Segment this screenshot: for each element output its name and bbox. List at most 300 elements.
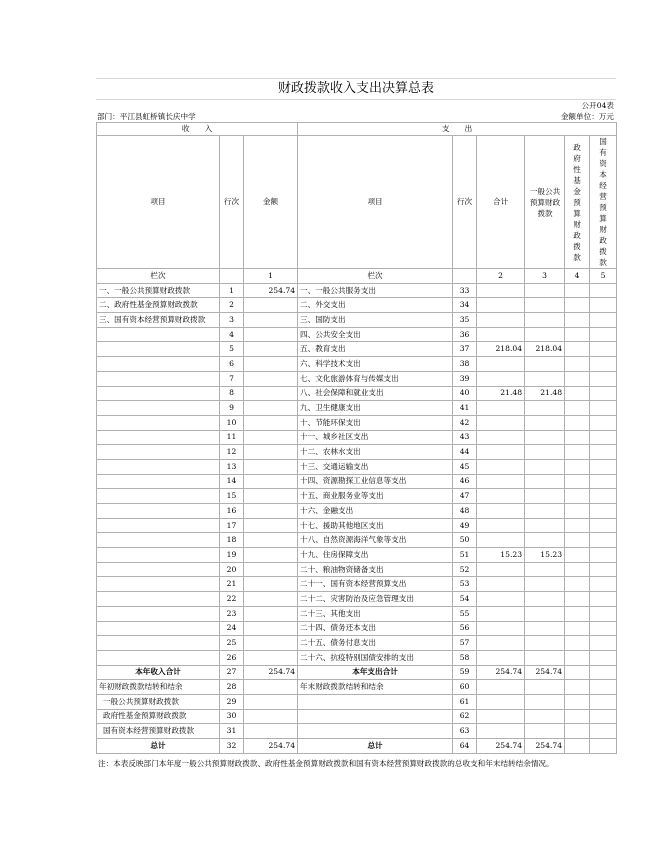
general-amount: 254.74 xyxy=(525,665,565,680)
report-page xyxy=(96,78,616,772)
state-capital-amount xyxy=(590,371,617,386)
gov-fund-amount xyxy=(565,313,590,328)
expense-item: 四、公共安全支出 xyxy=(298,327,453,342)
total-amount: 254.74 xyxy=(477,739,525,754)
expense-line: 61 xyxy=(453,694,477,709)
expense-item: 年末财政拨款结转和结余 xyxy=(298,680,453,695)
income-line: 28 xyxy=(220,680,244,695)
income-line: 24 xyxy=(220,621,244,636)
income-line: 11 xyxy=(220,430,244,445)
expense-item: 十九、住房保障支出 xyxy=(298,548,453,563)
index-label2: 栏次 xyxy=(298,269,453,284)
expense-line: 48 xyxy=(453,504,477,519)
general-amount xyxy=(525,401,565,416)
expense-line: 60 xyxy=(453,680,477,695)
gov-fund-amount xyxy=(565,445,590,460)
expense-item: 九、卫生健康支出 xyxy=(298,401,453,416)
income-amount xyxy=(244,357,298,372)
income-line: 3 xyxy=(220,313,244,328)
income-amount xyxy=(244,504,298,519)
gov-fund-amount xyxy=(565,709,590,724)
gov-fund-amount xyxy=(565,548,590,563)
income-item xyxy=(97,445,220,460)
table-row xyxy=(97,504,617,519)
total-amount xyxy=(477,636,525,651)
expense-line: 44 xyxy=(453,445,477,460)
gov-fund-amount xyxy=(565,739,590,754)
col-line: 行次 xyxy=(220,136,244,269)
income-amount xyxy=(244,313,298,328)
general-amount xyxy=(525,650,565,665)
income-amount: 254.74 xyxy=(244,665,298,680)
income-amount xyxy=(244,459,298,474)
expense-item xyxy=(298,709,453,724)
expense-line: 64 xyxy=(453,739,477,754)
index-4: 4 xyxy=(565,269,590,284)
total-amount xyxy=(477,445,525,460)
meta-row xyxy=(96,111,616,122)
expense-item: 总计 xyxy=(298,739,453,754)
income-line: 4 xyxy=(220,327,244,342)
income-amount xyxy=(244,650,298,665)
general-amount xyxy=(525,459,565,474)
income-amount xyxy=(244,694,298,709)
state-capital-amount xyxy=(590,313,617,328)
income-amount xyxy=(244,489,298,504)
total-amount xyxy=(477,401,525,416)
expense-line: 58 xyxy=(453,650,477,665)
income-amount xyxy=(244,606,298,621)
general-amount xyxy=(525,592,565,607)
income-item xyxy=(97,548,220,563)
income-item xyxy=(97,401,220,416)
income-amount xyxy=(244,386,298,401)
index-blank xyxy=(220,269,244,284)
state-capital-amount xyxy=(590,621,617,636)
total-amount: 218.04 xyxy=(477,342,525,357)
state-capital-amount xyxy=(590,577,617,592)
total-amount xyxy=(477,694,525,709)
expense-item: 十二、农林水支出 xyxy=(298,445,453,460)
state-capital-amount xyxy=(590,401,617,416)
column-header-row xyxy=(97,136,617,269)
expense-item: 二十五、债务付息支出 xyxy=(298,636,453,651)
expense-line: 40 xyxy=(453,386,477,401)
carry-row xyxy=(97,694,617,709)
income-item xyxy=(97,327,220,342)
state-capital-amount xyxy=(590,386,617,401)
index-label: 栏次 xyxy=(97,269,220,284)
income-line: 31 xyxy=(220,724,244,739)
gov-fund-amount xyxy=(565,357,590,372)
table-row xyxy=(97,650,617,665)
income-line: 15 xyxy=(220,489,244,504)
table-row xyxy=(97,621,617,636)
total-amount: 254.74 xyxy=(477,665,525,680)
income-line: 13 xyxy=(220,459,244,474)
income-amount xyxy=(244,724,298,739)
state-capital-amount xyxy=(590,415,617,430)
expense-line: 55 xyxy=(453,606,477,621)
expense-line: 38 xyxy=(453,357,477,372)
general-amount xyxy=(525,489,565,504)
income-line: 20 xyxy=(220,562,244,577)
state-capital-amount xyxy=(590,298,617,313)
expense-line: 35 xyxy=(453,313,477,328)
general-amount xyxy=(525,694,565,709)
income-item xyxy=(97,504,220,519)
gov-fund-amount xyxy=(565,636,590,651)
income-item xyxy=(97,489,220,504)
income-line: 30 xyxy=(220,709,244,724)
total-amount xyxy=(477,489,525,504)
expense-item: 二十二、灾害防治及应急管理支出 xyxy=(298,592,453,607)
state-capital-amount xyxy=(590,739,617,754)
total-amount xyxy=(477,518,525,533)
col-item: 项目 xyxy=(97,136,220,269)
expense-item: 十五、商业服务业等支出 xyxy=(298,489,453,504)
income-line: 9 xyxy=(220,401,244,416)
income-line: 21 xyxy=(220,577,244,592)
total-amount xyxy=(477,283,525,298)
expense-line: 63 xyxy=(453,724,477,739)
table-row xyxy=(97,371,617,386)
expense-item: 七、文化旅游体育与传媒支出 xyxy=(298,371,453,386)
section-header-row xyxy=(97,123,617,136)
income-line: 16 xyxy=(220,504,244,519)
income-amount xyxy=(244,680,298,695)
general-amount xyxy=(525,327,565,342)
income-amount xyxy=(244,548,298,563)
income-item xyxy=(97,357,220,372)
general-amount xyxy=(525,313,565,328)
gov-fund-amount xyxy=(565,283,590,298)
index-2: 2 xyxy=(477,269,525,284)
gov-fund-amount xyxy=(565,459,590,474)
general-amount xyxy=(525,562,565,577)
table-row xyxy=(97,430,617,445)
general-amount xyxy=(525,298,565,313)
total-amount: 21.48 xyxy=(477,386,525,401)
state-capital-amount xyxy=(590,445,617,460)
total-amount xyxy=(477,313,525,328)
expense-line: 62 xyxy=(453,709,477,724)
general-amount xyxy=(525,504,565,519)
gov-fund-amount xyxy=(565,474,590,489)
grand-total-row xyxy=(97,739,617,754)
total-amount xyxy=(477,592,525,607)
income-amount xyxy=(244,342,298,357)
expense-item xyxy=(298,694,453,709)
income-item xyxy=(97,636,220,651)
gov-fund-amount xyxy=(565,298,590,313)
general-amount xyxy=(525,636,565,651)
income-item xyxy=(97,430,220,445)
expense-item: 十一、城乡社区支出 xyxy=(298,430,453,445)
expense-item: 六、科学技术支出 xyxy=(298,357,453,372)
expense-line: 51 xyxy=(453,548,477,563)
expense-line: 47 xyxy=(453,489,477,504)
table-row xyxy=(97,459,617,474)
general-amount xyxy=(525,533,565,548)
state-capital-amount xyxy=(590,650,617,665)
budget-table xyxy=(96,122,617,754)
table-row xyxy=(97,415,617,430)
income-item xyxy=(97,562,220,577)
expense-item: 二十、粮油物资储备支出 xyxy=(298,562,453,577)
table-row xyxy=(97,606,617,621)
expense-line: 50 xyxy=(453,533,477,548)
income-item xyxy=(97,386,220,401)
expense-line: 59 xyxy=(453,665,477,680)
income-line: 8 xyxy=(220,386,244,401)
state-capital-amount xyxy=(590,592,617,607)
income-line: 18 xyxy=(220,533,244,548)
state-capital-amount xyxy=(590,459,617,474)
table-row xyxy=(97,298,617,313)
income-item: 三、国有资本经营预算财政拨款 xyxy=(97,313,220,328)
expense-item: 五、教育支出 xyxy=(298,342,453,357)
unit-label: 金额单位：万元 xyxy=(560,112,614,121)
income-item xyxy=(97,533,220,548)
col-state-capital xyxy=(590,136,617,269)
general-amount xyxy=(525,724,565,739)
gov-fund-amount xyxy=(565,415,590,430)
state-capital-amount xyxy=(590,548,617,563)
state-capital-amount xyxy=(590,357,617,372)
general-amount xyxy=(525,621,565,636)
expense-item: 八、社会保障和就业支出 xyxy=(298,386,453,401)
income-amount xyxy=(244,562,298,577)
income-line: 25 xyxy=(220,636,244,651)
state-capital-amount xyxy=(590,562,617,577)
col-item2: 项目 xyxy=(298,136,453,269)
income-amount xyxy=(244,577,298,592)
general-amount: 254.74 xyxy=(525,739,565,754)
expense-item: 十四、资源勘探工业信息等支出 xyxy=(298,474,453,489)
index-1: 1 xyxy=(244,269,298,284)
total-amount xyxy=(477,533,525,548)
total-amount xyxy=(477,504,525,519)
expense-item: 二十四、债务还本支出 xyxy=(298,621,453,636)
gov-fund-amount xyxy=(565,489,590,504)
table-row xyxy=(97,562,617,577)
income-amount xyxy=(244,415,298,430)
income-item: 本年收入合计 xyxy=(97,665,220,680)
general-amount xyxy=(525,430,565,445)
income-amount xyxy=(244,430,298,445)
state-capital-amount xyxy=(590,518,617,533)
expense-line: 54 xyxy=(453,592,477,607)
income-amount: 254.74 xyxy=(244,739,298,754)
general-amount xyxy=(525,680,565,695)
col-general xyxy=(525,136,565,269)
general-amount xyxy=(525,415,565,430)
col-gov-fund-label: 政府性基金预算财政拨款 xyxy=(573,142,581,262)
carry-row xyxy=(97,680,617,695)
table-row xyxy=(97,342,617,357)
state-capital-amount xyxy=(590,606,617,621)
income-line: 10 xyxy=(220,415,244,430)
income-line: 22 xyxy=(220,592,244,607)
gov-fund-amount xyxy=(565,371,590,386)
expense-line: 46 xyxy=(453,474,477,489)
income-item xyxy=(97,474,220,489)
col-state-capital-label: 国有资本经营预算财政拨款 xyxy=(599,137,607,267)
total-amount: 15.23 xyxy=(477,548,525,563)
gov-fund-amount xyxy=(565,606,590,621)
table-row xyxy=(97,518,617,533)
income-line: 27 xyxy=(220,665,244,680)
total-amount xyxy=(477,371,525,386)
income-amount xyxy=(244,518,298,533)
gov-fund-amount xyxy=(565,518,590,533)
table-row xyxy=(97,283,617,298)
gov-fund-amount xyxy=(565,533,590,548)
income-amount xyxy=(244,298,298,313)
general-amount xyxy=(525,283,565,298)
total-amount xyxy=(477,709,525,724)
carry-row xyxy=(97,709,617,724)
state-capital-amount xyxy=(590,694,617,709)
total-amount xyxy=(477,650,525,665)
income-amount xyxy=(244,533,298,548)
income-amount xyxy=(244,636,298,651)
report-title: 财政拨款收入支出决算总表 xyxy=(96,78,616,100)
state-capital-amount xyxy=(590,665,617,680)
expense-item: 十七、援助其他地区支出 xyxy=(298,518,453,533)
gov-fund-amount xyxy=(565,650,590,665)
table-row xyxy=(97,474,617,489)
income-amount xyxy=(244,474,298,489)
total-amount xyxy=(477,724,525,739)
income-item xyxy=(97,459,220,474)
total-amount xyxy=(477,474,525,489)
income-item: 一、一般公共预算财政拨款 xyxy=(97,283,220,298)
income-line: 7 xyxy=(220,371,244,386)
gov-fund-amount xyxy=(565,621,590,636)
col-gov-fund xyxy=(565,136,590,269)
gov-fund-amount xyxy=(565,401,590,416)
income-line: 14 xyxy=(220,474,244,489)
income-item: 总计 xyxy=(97,739,220,754)
income-line: 1 xyxy=(220,283,244,298)
income-amount: 254.74 xyxy=(244,283,298,298)
expense-item: 二十三、其他支出 xyxy=(298,606,453,621)
state-capital-amount xyxy=(590,430,617,445)
index-blank2 xyxy=(453,269,477,284)
expense-header: 支 出 xyxy=(298,123,617,136)
income-item xyxy=(97,415,220,430)
state-capital-amount xyxy=(590,342,617,357)
general-amount: 21.48 xyxy=(525,386,565,401)
gov-fund-amount xyxy=(565,665,590,680)
income-item: 国有资本经营预算财政拨款 xyxy=(97,724,220,739)
income-item xyxy=(97,592,220,607)
gov-fund-amount xyxy=(565,504,590,519)
expense-line: 45 xyxy=(453,459,477,474)
expense-item: 本年支出合计 xyxy=(298,665,453,680)
expense-line: 37 xyxy=(453,342,477,357)
income-amount xyxy=(244,709,298,724)
state-capital-amount xyxy=(590,724,617,739)
income-line: 19 xyxy=(220,548,244,563)
column-index-row xyxy=(97,269,617,284)
table-row xyxy=(97,327,617,342)
general-amount: 15.23 xyxy=(525,548,565,563)
gov-fund-amount xyxy=(565,724,590,739)
income-line: 5 xyxy=(220,342,244,357)
table-row xyxy=(97,445,617,460)
general-amount xyxy=(525,518,565,533)
gov-fund-amount xyxy=(565,577,590,592)
expense-item: 十八、自然资源海洋气象等支出 xyxy=(298,533,453,548)
expense-line: 42 xyxy=(453,415,477,430)
general-amount xyxy=(525,357,565,372)
expense-line: 52 xyxy=(453,562,477,577)
general-amount xyxy=(525,474,565,489)
expense-line: 33 xyxy=(453,283,477,298)
income-line: 23 xyxy=(220,606,244,621)
expense-item: 十、节能环保支出 xyxy=(298,415,453,430)
income-amount xyxy=(244,401,298,416)
gov-fund-amount xyxy=(565,386,590,401)
gov-fund-amount xyxy=(565,694,590,709)
total-amount xyxy=(477,327,525,342)
col-amount: 金额 xyxy=(244,136,298,269)
general-amount xyxy=(525,709,565,724)
expense-item: 三、国防支出 xyxy=(298,313,453,328)
form-code: 公开04表 xyxy=(581,101,614,110)
total-amount xyxy=(477,606,525,621)
income-line: 26 xyxy=(220,650,244,665)
table-row xyxy=(97,577,617,592)
state-capital-amount xyxy=(590,680,617,695)
state-capital-amount xyxy=(590,709,617,724)
table-row xyxy=(97,357,617,372)
income-line: 12 xyxy=(220,445,244,460)
income-header: 收 入 xyxy=(97,123,298,136)
expense-item xyxy=(298,724,453,739)
col-line2: 行次 xyxy=(453,136,477,269)
expense-item: 十六、金融支出 xyxy=(298,504,453,519)
gov-fund-amount xyxy=(565,430,590,445)
expense-line: 43 xyxy=(453,430,477,445)
general-amount: 218.04 xyxy=(525,342,565,357)
col-general-label: 一般公共预算财政拨款 xyxy=(529,186,561,218)
gov-fund-amount xyxy=(565,327,590,342)
table-row xyxy=(97,489,617,504)
income-item xyxy=(97,518,220,533)
index-5: 5 xyxy=(590,269,617,284)
expense-line: 56 xyxy=(453,621,477,636)
income-line: 6 xyxy=(220,357,244,372)
total-amount xyxy=(477,577,525,592)
department-label: 部门：平江县虹桥镇长庆中学 xyxy=(97,112,196,121)
expense-line: 53 xyxy=(453,577,477,592)
table-row xyxy=(97,386,617,401)
income-amount xyxy=(244,371,298,386)
table-row xyxy=(97,548,617,563)
expense-item: 二十一、国有资本经营预算支出 xyxy=(298,577,453,592)
state-capital-amount xyxy=(590,327,617,342)
expense-line: 57 xyxy=(453,636,477,651)
total-amount xyxy=(477,298,525,313)
expense-line: 41 xyxy=(453,401,477,416)
total-amount xyxy=(477,621,525,636)
income-amount xyxy=(244,445,298,460)
income-item: 一般公共预算财政拨款 xyxy=(97,694,220,709)
